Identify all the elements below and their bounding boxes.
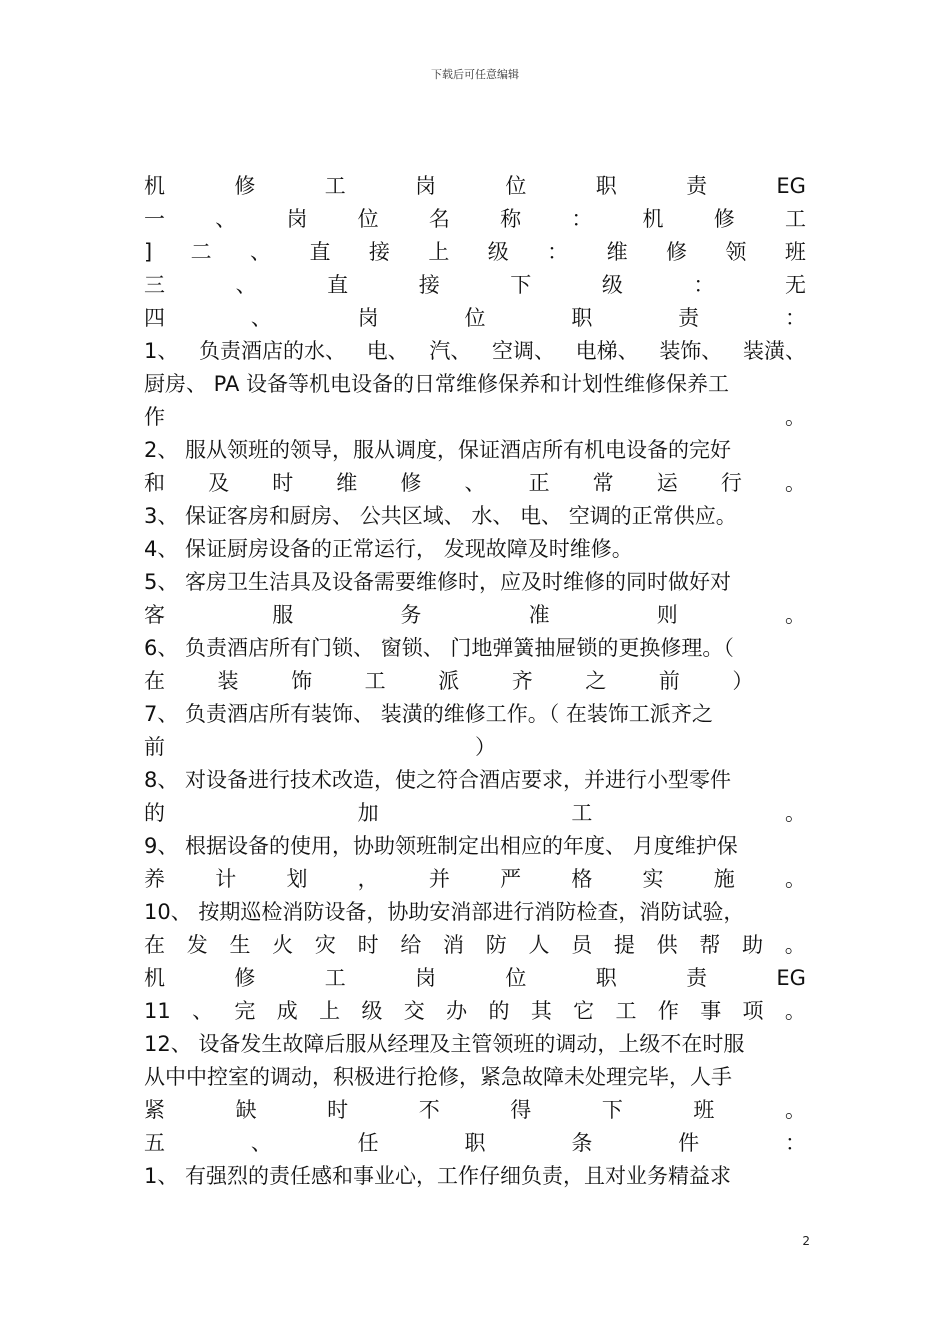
line-token: 机 — [642, 207, 664, 231]
line-token: 位 — [505, 966, 527, 990]
text-line — [144, 203, 806, 236]
line-token: 得 — [510, 1098, 532, 1122]
line-token: 责 — [678, 306, 700, 330]
line-token: 汽、 — [429, 339, 472, 363]
line-token: 、 — [250, 1131, 272, 1155]
line-token: 不 — [418, 1098, 440, 1122]
text-line — [144, 665, 806, 698]
line-token: 装 — [217, 669, 239, 693]
line-token: 。 — [784, 867, 806, 891]
line-token: 并 — [428, 867, 450, 891]
line-token: 接 — [418, 273, 440, 297]
line-token: 级 — [487, 240, 509, 264]
line-token: 下 — [510, 273, 532, 297]
line-token: 职 — [595, 966, 617, 990]
text-line — [144, 929, 806, 962]
line-token: 11 — [144, 999, 171, 1023]
line-token: 助 — [742, 933, 764, 957]
line-token: 件 — [678, 1131, 700, 1155]
line-token: 修 — [234, 966, 256, 990]
line-token: 位 — [464, 306, 486, 330]
line-token: 帮 — [699, 933, 721, 957]
line-token: 级 — [361, 999, 383, 1023]
line-token: 岗 — [286, 207, 308, 231]
line-token: 时 — [272, 471, 294, 495]
line-token: 成 — [276, 999, 298, 1023]
line-token: 完 — [234, 999, 256, 1023]
line-token: 。 — [784, 801, 806, 825]
line-token: 。 — [785, 405, 806, 429]
line-token: 时 — [327, 1098, 349, 1122]
line-token: ） — [732, 669, 754, 693]
line-token: 工 — [784, 207, 806, 231]
line-token: 工 — [615, 999, 637, 1023]
line-token: 条 — [571, 1131, 593, 1155]
text-line — [144, 269, 806, 302]
line-token: ： — [784, 306, 806, 330]
line-token: 无 — [784, 273, 806, 297]
line-token: 服 — [272, 603, 294, 627]
line-token: 办 — [446, 999, 468, 1023]
line-token: 计 — [215, 867, 237, 891]
line-token: ： — [547, 240, 569, 264]
text-line — [144, 599, 806, 632]
line-token: 岗 — [415, 966, 437, 990]
line-token: 生 — [229, 933, 251, 957]
line-token: 则 — [656, 603, 678, 627]
line-token: 电、 — [366, 339, 409, 363]
text-line — [144, 302, 806, 335]
line-token: 工 — [364, 669, 386, 693]
line-token: 前 — [144, 735, 165, 759]
line-token: 、 — [464, 471, 486, 495]
line-token: 的 — [144, 801, 165, 825]
line-token: EG — [776, 966, 806, 990]
line-token: EG — [776, 174, 806, 198]
line-token: 之 — [585, 669, 607, 693]
line-token: 空调、 — [492, 339, 555, 363]
line-token: 直 — [327, 273, 349, 297]
line-token: 职 — [464, 1131, 486, 1155]
line-token: 机 — [144, 966, 165, 990]
line-token: 1、 — [144, 339, 179, 363]
line-token: 发 — [186, 933, 208, 957]
line-token: 三 — [144, 273, 165, 297]
line-token: 。 — [784, 471, 806, 495]
line-token: 在 — [144, 669, 165, 693]
line-token: 它 — [573, 999, 595, 1023]
line-token: 正 — [528, 471, 550, 495]
line-token: 在 — [144, 933, 165, 957]
text-line: 2、 服从领班的领导，服从调度，保证酒店所有机电设备的完好 — [144, 438, 732, 462]
line-token: 事 — [700, 999, 722, 1023]
line-token: 机 — [144, 174, 165, 198]
line-token: ] — [144, 240, 153, 264]
line-token: 给 — [400, 933, 422, 957]
page-header-note: 下载后可任意编辑 — [431, 68, 519, 81]
line-token: 交 — [403, 999, 425, 1023]
line-token: 行 — [720, 471, 742, 495]
line-token: 、 — [235, 273, 257, 297]
line-token: 作 — [657, 999, 679, 1023]
line-token: 班 — [693, 1098, 715, 1122]
line-token: 供 — [656, 933, 678, 957]
line-token: 接 — [368, 240, 390, 264]
line-token: 运 — [656, 471, 678, 495]
line-token: 、 — [215, 207, 237, 231]
line-token: 火 — [272, 933, 294, 957]
text-line: 9、 根据设备的使用，协助领班制定出相应的年度、 月度维护保 — [144, 834, 738, 858]
line-token: 工 — [324, 174, 346, 198]
document-body — [144, 170, 806, 1193]
text-line — [144, 863, 806, 896]
line-token: 人 — [528, 933, 550, 957]
line-token: 灾 — [314, 933, 336, 957]
text-line: 3、 保证客房和厨房、 公共区域、 水、 电、 空调的正常供应。 — [144, 504, 737, 528]
text-line — [144, 467, 806, 500]
line-token: 消 — [443, 933, 465, 957]
line-token: 任 — [357, 1131, 379, 1155]
line-token: 电梯、 — [575, 339, 639, 363]
line-token: 下 — [601, 1098, 623, 1122]
text-line — [144, 236, 806, 269]
line-token: 职 — [595, 174, 617, 198]
text-line — [144, 335, 806, 368]
line-token: 上 — [428, 240, 450, 264]
line-token: 称 — [500, 207, 522, 231]
text-line — [144, 995, 806, 1028]
line-token: 、 — [250, 240, 272, 264]
line-token: 、 — [192, 999, 214, 1023]
line-token: 责 — [686, 174, 708, 198]
line-token: 责 — [686, 966, 708, 990]
line-token: 实 — [642, 867, 664, 891]
line-token: 五 — [144, 1131, 165, 1155]
text-line — [144, 797, 806, 830]
line-token: 常 — [592, 471, 614, 495]
line-token: 职 — [571, 306, 593, 330]
line-token: 名 — [428, 207, 450, 231]
line-token: 作 — [144, 405, 165, 429]
line-token: 紧 — [144, 1098, 165, 1122]
text-line — [144, 1094, 806, 1127]
line-token: 修 — [234, 174, 256, 198]
line-token: ： — [571, 207, 593, 231]
line-token: 装潢、 — [742, 339, 806, 363]
line-token: 饰 — [291, 669, 313, 693]
text-line: 6、 负责酒店所有门锁、 窗锁、 门地弹簧抽屉锁的更换修理。（ — [144, 636, 734, 660]
text-line: 8、 对设备进行技术改造，使之符合酒店要求，并进行小型零件 — [144, 768, 732, 792]
line-token: 装饰、 — [659, 339, 723, 363]
line-token: 岗 — [357, 306, 379, 330]
line-token: 四 — [144, 306, 165, 330]
line-token: 格 — [571, 867, 593, 891]
line-token: 。 — [784, 933, 806, 957]
line-token: 位 — [505, 174, 527, 198]
line-token: 前 — [658, 669, 680, 693]
text-line: 10、 按期巡检消防设备，协助安消部进行消防检查，消防试验， — [144, 900, 745, 924]
line-token: 负责酒店的水、 — [199, 339, 347, 363]
line-token: 客 — [144, 603, 165, 627]
line-token: 领 — [725, 240, 747, 264]
line-token: 缺 — [235, 1098, 257, 1122]
line-token: 时 — [357, 933, 379, 957]
line-token: 准 — [528, 603, 550, 627]
text-line: 从中中控室的调动，积极进行抢修，紧急故障未处理完毕，人手 — [144, 1065, 732, 1089]
line-token: 修 — [666, 240, 687, 264]
page-number: 2 — [802, 1234, 810, 1248]
line-token: 级 — [601, 273, 623, 297]
text-line: 1、 有强烈的责任感和事业心，工作仔细负责，且对业务精益求 — [144, 1164, 732, 1188]
line-token: 、 — [250, 306, 272, 330]
line-token: 划 — [286, 867, 308, 891]
text-line — [144, 962, 806, 995]
line-token: 工 — [571, 801, 593, 825]
line-token: 班 — [784, 240, 806, 264]
line-token: 。 — [784, 1098, 806, 1122]
line-token: 及 — [208, 471, 230, 495]
line-token: ） — [475, 735, 496, 759]
line-token: 项 — [742, 999, 764, 1023]
text-line — [144, 401, 806, 434]
line-token: 二 — [190, 240, 212, 264]
text-line: 7、 负责酒店所有装饰、 装潢的维修工作。（ 在装饰工派齐之 — [144, 702, 713, 726]
line-token: 派 — [438, 669, 460, 693]
line-token: 维 — [336, 471, 358, 495]
line-token: 工 — [324, 966, 346, 990]
line-token: 。 — [784, 603, 806, 627]
line-token: 员 — [571, 933, 593, 957]
line-token: 防 — [485, 933, 507, 957]
line-token: 齐 — [511, 669, 533, 693]
line-token: 务 — [400, 603, 422, 627]
line-token: 岗 — [415, 174, 437, 198]
line-token: 直 — [309, 240, 331, 264]
line-token: 施 — [713, 867, 735, 891]
line-token: 修 — [400, 471, 422, 495]
line-token: 其 — [530, 999, 552, 1023]
line-token: 位 — [357, 207, 379, 231]
line-token: 维 — [606, 240, 628, 264]
line-token: 上 — [319, 999, 341, 1023]
line-token: ， — [357, 867, 379, 891]
line-token: 修 — [713, 207, 735, 231]
text-line — [144, 170, 806, 203]
line-token: ： — [693, 273, 715, 297]
text-line: 5、 客房卫生洁具及设备需要维修时，应及时维修的同时做好对 — [144, 570, 732, 594]
line-token: 养 — [144, 867, 165, 891]
text-line — [144, 731, 806, 764]
text-line: 4、 保证厨房设备的正常运行， 发现故障及时维修。 — [144, 537, 633, 561]
text-line — [144, 1127, 806, 1160]
line-token: 的 — [488, 999, 510, 1023]
line-token: 提 — [613, 933, 635, 957]
line-token: ： — [784, 1131, 806, 1155]
text-line: 12、 设备发生故障后服从经理及主管领班的调动，上级不在时服 — [144, 1032, 745, 1056]
line-token: 加 — [357, 801, 379, 825]
text-line: 厨房、 PA 设备等机电设备的日常维修保养和计划性维修保养工 — [144, 372, 730, 396]
line-token: 严 — [500, 867, 522, 891]
line-token: 一 — [144, 207, 165, 231]
line-token: 。 — [784, 999, 806, 1023]
line-token: 和 — [144, 471, 165, 495]
